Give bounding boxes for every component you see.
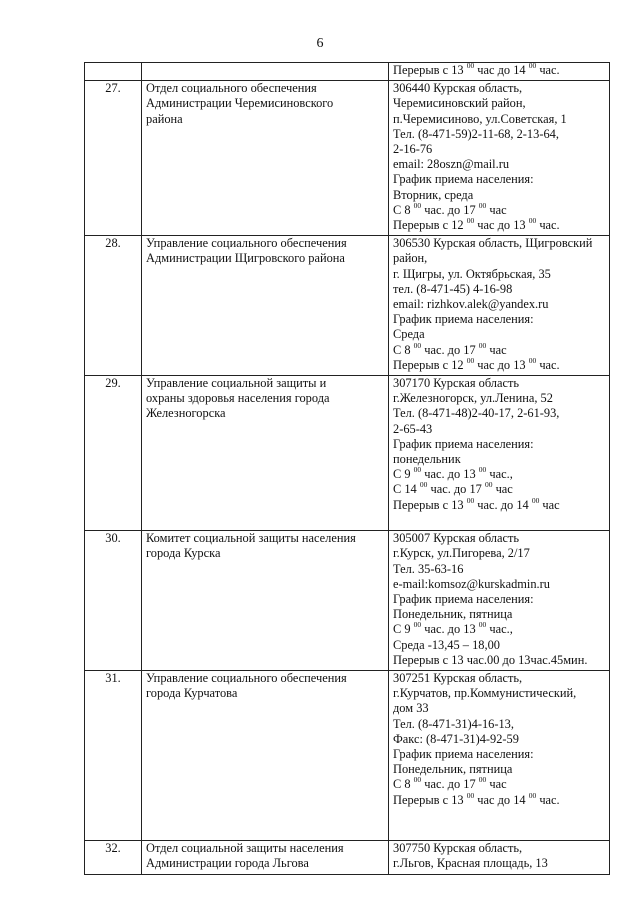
- institution-name: [142, 63, 389, 81]
- row-number: 27.: [85, 81, 142, 236]
- contact-info: [389, 63, 610, 81]
- contact-line: Тел. (8-471-31)4-16-13,: [393, 716, 514, 731]
- contact-line: дом 33: [393, 701, 429, 716]
- page-number: 6: [316, 36, 324, 51]
- superscript-minutes: 00: [466, 790, 475, 800]
- institution-name-line: Управление социальной защиты и: [146, 376, 327, 391]
- institution-name-line: города Курчатова: [146, 686, 238, 701]
- contact-line: С 9 $^{00}$ час. до 13 $^{00}$ час.,: [393, 465, 513, 482]
- contact-line: Среда: [393, 327, 425, 342]
- row-number: 30.: [85, 531, 142, 671]
- row-number: 29.: [85, 376, 142, 531]
- institution-name-line: Комитет социальной защиты населения: [146, 531, 356, 546]
- contact-line: 2-16-76: [393, 142, 433, 157]
- table-row: [85, 376, 610, 531]
- table-row: [85, 670, 610, 840]
- superscript-minutes: 00: [478, 620, 487, 630]
- contact-line: Факс: (8-471-31)4-92-59: [393, 731, 519, 746]
- superscript-minutes: 00: [528, 61, 537, 70]
- contact-line: С 9 $^{00}$ час. до 13 $^{00}$ час.,: [393, 620, 513, 637]
- contact-line: График приема населения:: [393, 312, 534, 327]
- contact-line: Перерыв с 12 $^{00}$ час до 13 $^{00}$ час.: [393, 216, 560, 233]
- contact-info: [389, 236, 610, 376]
- contact-line: Перерыв с 13 $^{00}$ час до 14 $^{00}$ час.: [393, 61, 560, 77]
- superscript-minutes: 00: [466, 495, 475, 505]
- superscript-minutes: 00: [466, 61, 475, 70]
- superscript-minutes: 00: [478, 465, 487, 475]
- superscript-minutes: 00: [466, 355, 475, 365]
- contact-line: Черемисиновский район,: [393, 96, 526, 111]
- contact-line: email: 28oszn@mail.ru: [393, 157, 510, 172]
- contact-line: График приема населения:: [393, 172, 534, 187]
- contact-line: г.Льгов, Красная площадь, 13: [393, 856, 548, 871]
- contact-info: [389, 531, 610, 671]
- contact-line: г.Курск, ул.Пигорева, 2/17: [393, 546, 530, 561]
- contact-line: График приема населения:: [393, 746, 534, 761]
- contact-line: Перерыв с 13 $^{00}$ час до 14 $^{00}$ час.: [393, 790, 560, 807]
- institution-name-line: охраны здоровья населения города: [146, 391, 330, 406]
- contact-line: п.Черемисиново, ул.Советская, 1: [393, 111, 567, 126]
- table-row: [85, 63, 610, 81]
- contact-info: [389, 376, 610, 531]
- contact-line: понедельник: [393, 452, 461, 467]
- row-number: 32.: [85, 841, 142, 874]
- contact-line: 305007 Курская область: [393, 531, 520, 546]
- superscript-minutes: 00: [531, 495, 540, 505]
- institution-name-line: города Курска: [146, 546, 221, 561]
- institution-name-line: Администрации Щигровского района: [146, 251, 345, 266]
- table-row: [85, 81, 610, 236]
- superscript-minutes: 00: [413, 620, 422, 630]
- institution-name: [142, 841, 389, 874]
- contact-line: График приема населения:: [393, 436, 534, 451]
- institution-name: [142, 376, 389, 531]
- contact-line: Среда -13,45 – 18,00: [393, 637, 500, 652]
- contact-line: email: rizhkov.alek@yandex.ru: [393, 297, 549, 312]
- row-number: 28.: [85, 236, 142, 376]
- row-number: 31.: [85, 670, 142, 840]
- contact-line: район,: [393, 251, 428, 266]
- superscript-minutes: 00: [528, 355, 537, 365]
- contact-info: [389, 841, 610, 874]
- institution-name-line: Администрации Черемисиновского: [146, 96, 334, 111]
- institution-name-line: Управление социального обеспечения: [146, 236, 347, 251]
- superscript-minutes: 00: [413, 340, 422, 350]
- superscript-minutes: 00: [478, 775, 487, 785]
- contact-line: Перерыв с 13 час.00 до 13час.45мин.: [393, 652, 588, 667]
- superscript-minutes: 00: [484, 480, 493, 490]
- contact-info: [389, 81, 610, 236]
- contact-line: г. Щигры, ул. Октябрьская, 35: [393, 266, 551, 281]
- contact-line: [393, 513, 605, 528]
- superscript-minutes: 00: [528, 216, 537, 226]
- superscript-minutes: 00: [413, 200, 422, 210]
- contact-line: Перерыв с 13 $^{00}$ час. до 14 $^{00}$ час: [393, 495, 560, 512]
- institution-name-line: Железногорска: [146, 406, 226, 421]
- contact-line: Перерыв с 12 $^{00}$ час до 13 $^{00}$ час.: [393, 355, 560, 372]
- contact-info: [389, 670, 610, 840]
- contact-line: График приема населения:: [393, 591, 534, 606]
- contact-line: 307251 Курская область,: [393, 670, 523, 685]
- institution-name: [142, 81, 389, 236]
- contact-line: С 8 $^{00}$ час. до 17 $^{00}$ час: [393, 200, 507, 217]
- institution-name: [142, 531, 389, 671]
- institution-name-line: Администрации города Льгова: [146, 856, 309, 871]
- table-row: [85, 841, 610, 874]
- contact-line: [393, 823, 605, 838]
- table-row: [85, 531, 610, 671]
- institution-name-line: района: [146, 111, 183, 126]
- contact-line: 2-65-43: [393, 421, 433, 436]
- superscript-minutes: 00: [466, 216, 475, 226]
- contact-line: г.Железногорск, ул.Ленина, 52: [393, 391, 553, 406]
- table-body: [85, 63, 610, 875]
- contact-line: 306530 Курская область, Щигровский: [393, 236, 593, 251]
- superscript-minutes: 00: [419, 480, 428, 490]
- contact-line: Вторник, среда: [393, 187, 474, 202]
- institution-name: [142, 236, 389, 376]
- superscript-minutes: 00: [528, 790, 537, 800]
- superscript-minutes: 00: [478, 340, 487, 350]
- contact-line: С 8 $^{00}$ час. до 17 $^{00}$ час: [393, 775, 507, 792]
- institution-name-line: Отдел социального обеспечения: [146, 81, 317, 96]
- contact-line: Тел. (8-471-59)2-11-68, 2-13-64,: [393, 126, 559, 141]
- contact-line: г.Курчатов, пр.Коммунистический,: [393, 686, 577, 701]
- contact-line: С 14 $^{00}$ час. до 17 $^{00}$ час: [393, 480, 513, 497]
- superscript-minutes: 00: [413, 465, 422, 475]
- superscript-minutes: 00: [478, 200, 487, 210]
- social-services-table: [84, 62, 610, 875]
- contact-line: 307750 Курская область,: [393, 841, 523, 856]
- institution-name-line: Управление социального обеспечения: [146, 670, 347, 685]
- contact-line: [393, 808, 605, 823]
- contact-line: Тел. 35-63-16: [393, 561, 464, 576]
- institution-name: [142, 670, 389, 840]
- contact-line: 306440 Курская область,: [393, 81, 523, 96]
- row-number: [85, 63, 142, 81]
- contact-line: тел. (8-471-45) 4-16-98: [393, 281, 513, 296]
- contact-line: Тел. (8-471-48)2-40-17, 2-61-93,: [393, 406, 560, 421]
- contact-line: Понедельник, пятница: [393, 762, 513, 777]
- table-row: [85, 236, 610, 376]
- contact-line: 307170 Курская область: [393, 376, 520, 391]
- superscript-minutes: 00: [413, 775, 422, 785]
- contact-line: e-mail:komsoz@kurskadmin.ru: [393, 576, 550, 591]
- institution-name-line: Отдел социальной защиты населения: [146, 841, 344, 856]
- contact-line: Понедельник, пятница: [393, 607, 513, 622]
- contact-line: С 8 $^{00}$ час. до 17 $^{00}$ час: [393, 340, 507, 357]
